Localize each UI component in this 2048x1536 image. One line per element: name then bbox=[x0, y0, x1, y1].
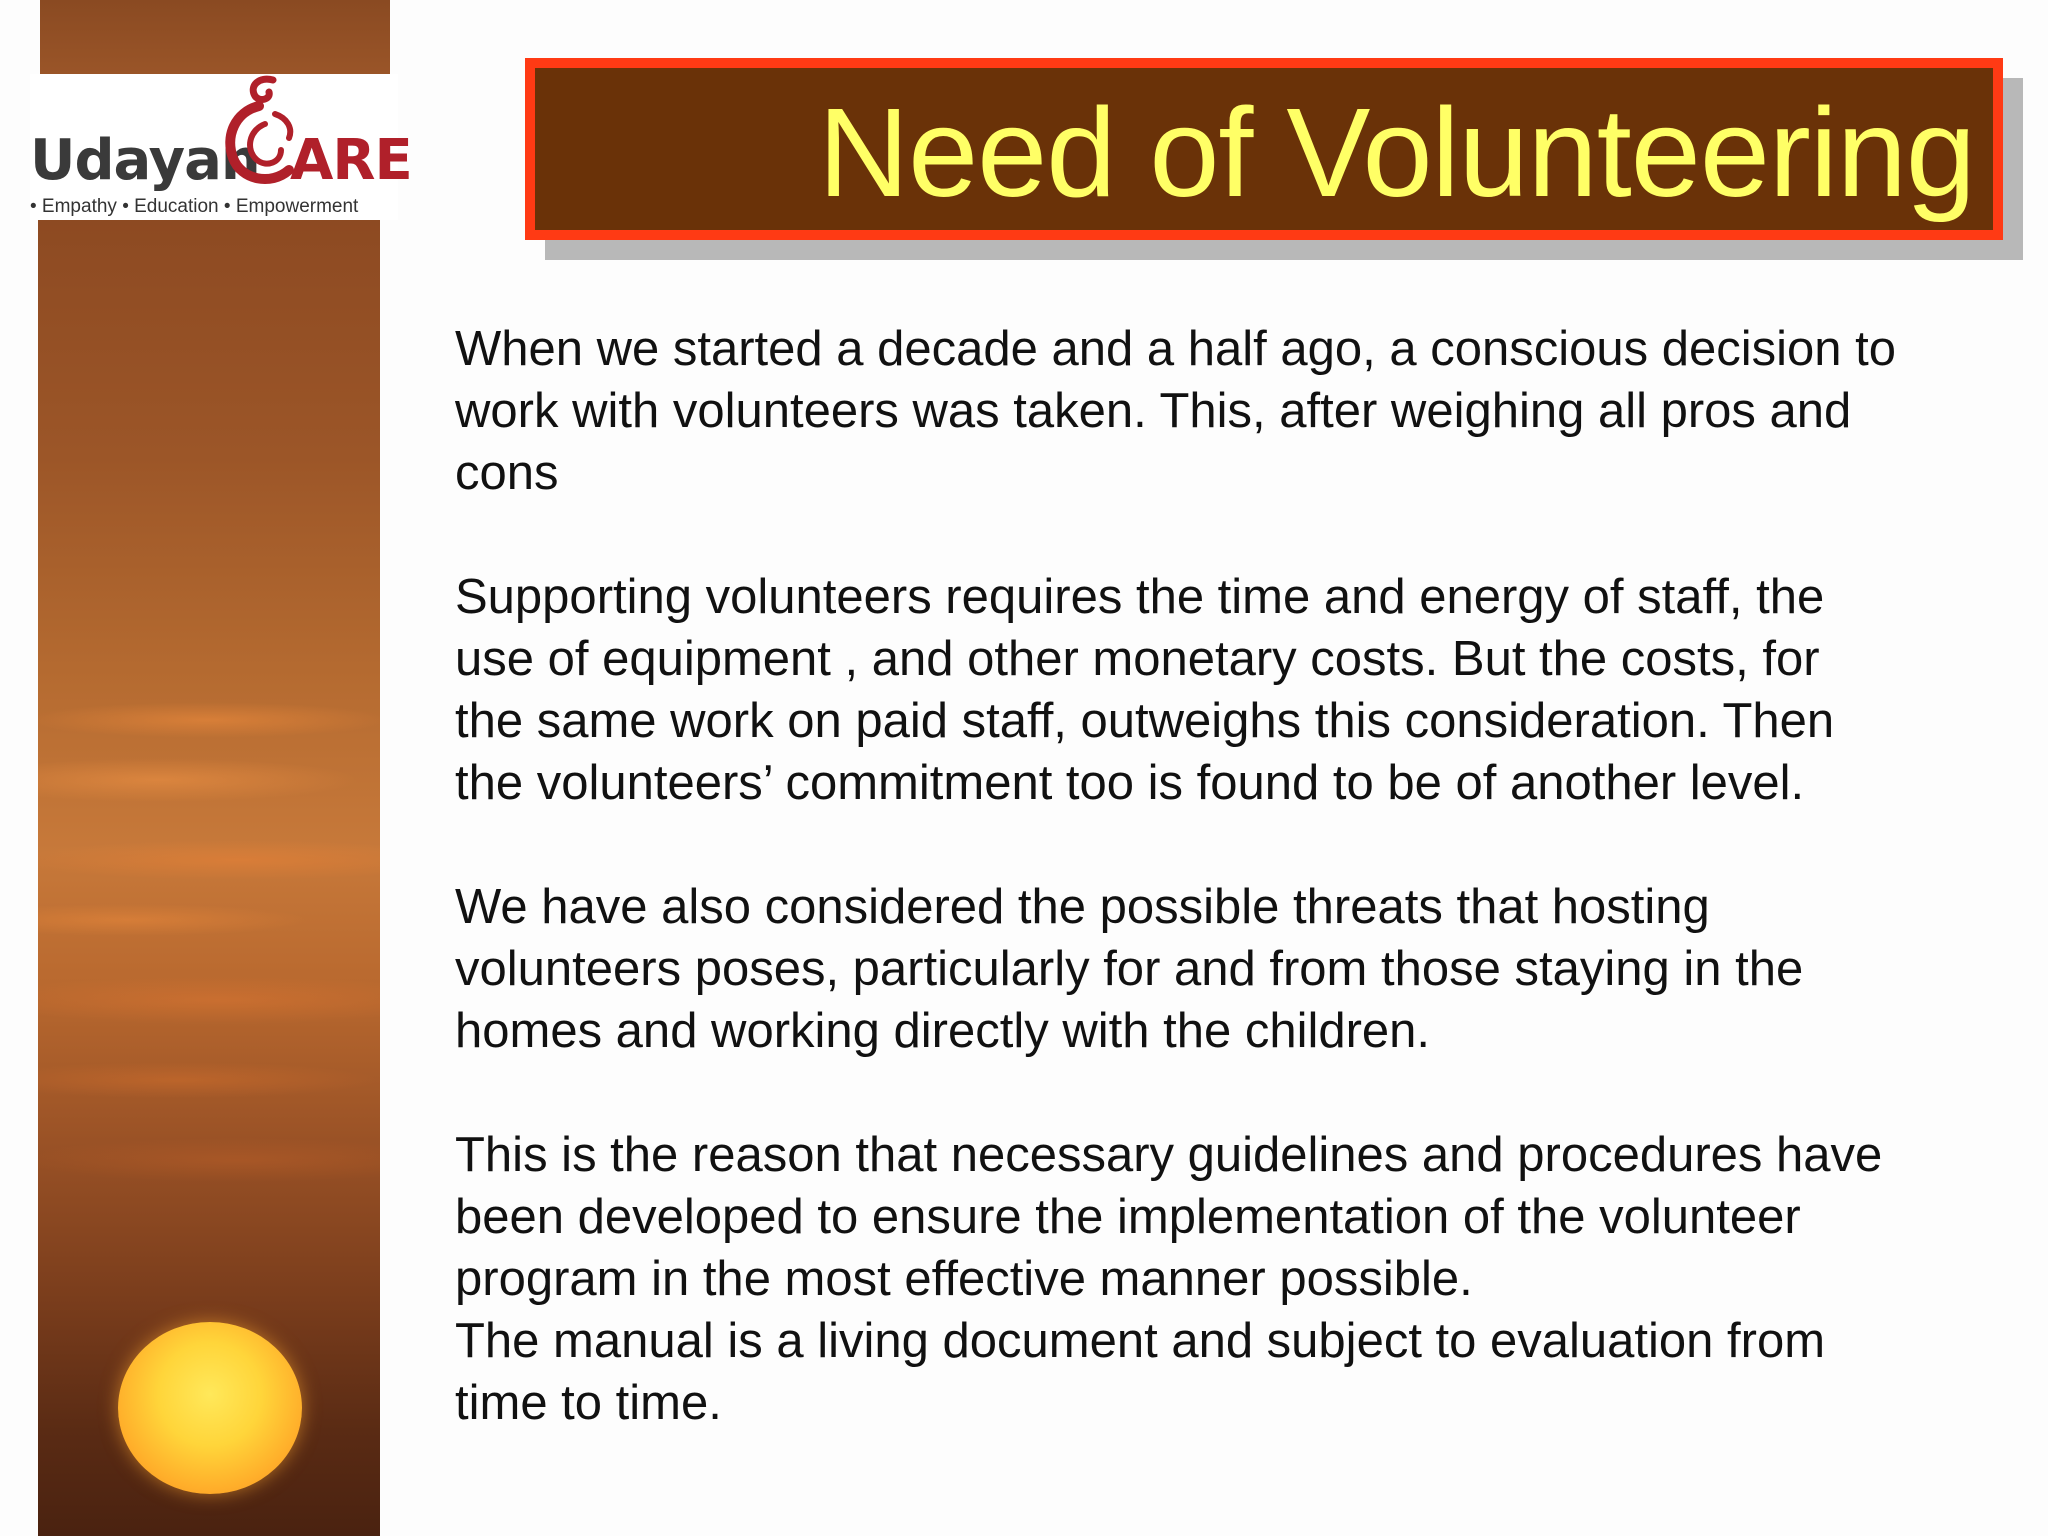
paragraph-guidelines: This is the reason that necessary guidelines and procedures have been developed to ensure the implementation of the volunteer program in the most effective manner possible. bbox=[455, 1128, 1883, 1306]
sun-graphic bbox=[118, 1322, 302, 1494]
paragraph-threats: We have also considered the possible threats that hosting volunteers poses, particularly for and from those staying in the homes and working directly with the children. bbox=[455, 880, 1804, 1058]
paragraph-manual: The manual is a living document and subject to evaluation from time to time. bbox=[455, 1314, 1826, 1430]
title-box bbox=[525, 58, 2003, 240]
logo-word-udayan: Udayan bbox=[30, 128, 260, 193]
udayan-care-logo bbox=[30, 74, 412, 220]
paragraph-costs: Supporting volunteers requires the time and energy of staff, the use of equipment , and other monetary costs. But the costs, for the same work on paid staff, outweighs this consideration. Then the volunteers’ commitment too is found to be of another level. bbox=[455, 570, 1835, 810]
slide-body bbox=[455, 318, 2015, 1434]
logo-tagline: • Empathy • Education • Empowerment bbox=[30, 196, 359, 217]
logo-word-are: ARE bbox=[290, 128, 412, 193]
slide-title: Need of Volunteering bbox=[818, 82, 1975, 223]
paragraph-decision: When we started a decade and a half ago, a conscious decision to work with volunteers was taken. This, after weighing all pros and cons bbox=[455, 322, 1896, 500]
decorative-strip-top bbox=[40, 0, 390, 74]
